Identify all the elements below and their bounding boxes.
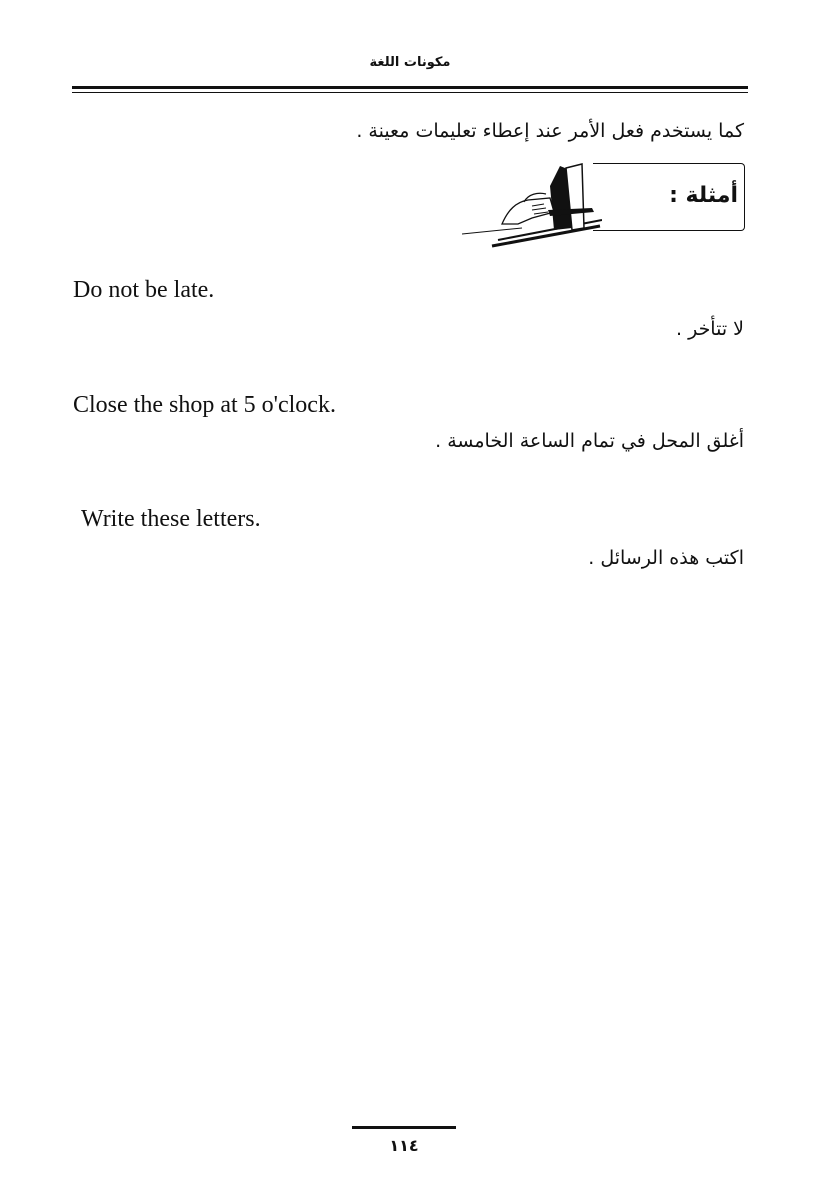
example-1-arabic: لا تتأخر .	[676, 318, 744, 340]
example-2-arabic: أغلق المحل في تمام الساعة الخامسة .	[435, 430, 744, 452]
example-3-english: Write these letters.	[81, 506, 261, 532]
intro-paragraph: كما يستخدم فعل الأمر عند إعطاء تعليمات معينة .	[356, 120, 744, 142]
running-header: مكونات اللغة	[369, 55, 451, 70]
pointing-hand-icon	[462, 158, 602, 258]
example-3-arabic: اكتب هذه الرسائل .	[588, 547, 744, 569]
example-1-english: Do not be late.	[73, 277, 215, 303]
page-number: ١١٤	[389, 1136, 419, 1155]
example-2-english: Close the shop at 5 o'clock.	[73, 392, 336, 418]
header-rule-thick	[72, 86, 748, 89]
footer-rule	[352, 1126, 456, 1129]
examples-heading: أمثلة :	[669, 183, 738, 208]
header-rule-thin	[72, 92, 748, 93]
